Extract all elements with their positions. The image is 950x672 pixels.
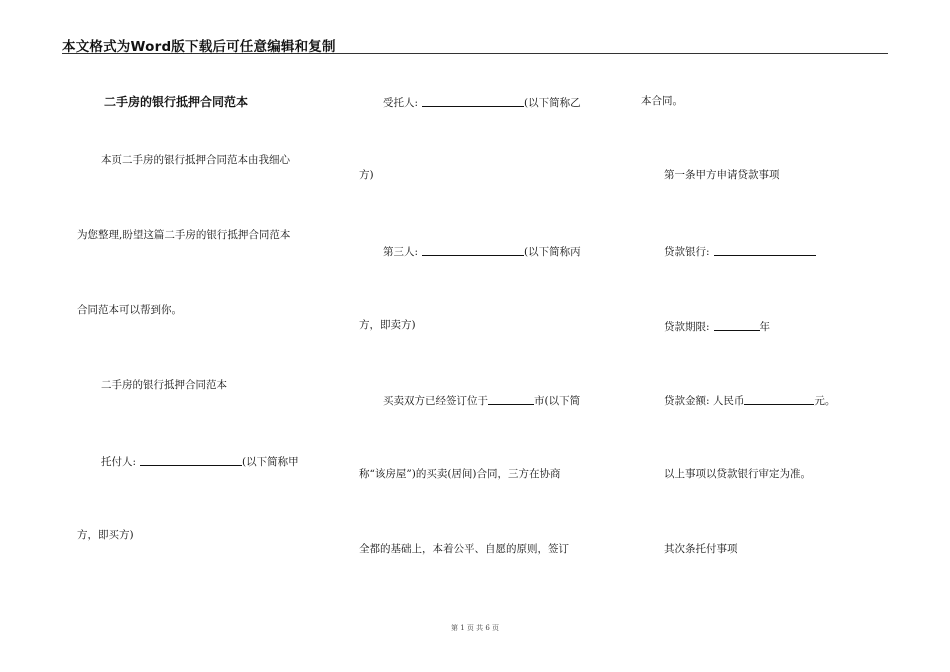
loan-amount-unit: 元。 (814, 395, 836, 407)
article-1-heading: 第一条甲方申请贷款事项 (664, 169, 780, 181)
loan-term-blank (714, 320, 760, 331)
loan-term-unit: 年 (759, 321, 771, 333)
party-b-suffix: (以下简称乙 (524, 97, 581, 109)
loan-amount-label: 贷款金额: 人民币 (664, 395, 745, 407)
loan-bank-blank (714, 245, 816, 256)
intro-line-3: 合同范本可以帮到你。 (77, 304, 182, 316)
body-line-1 (383, 394, 580, 407)
party-c-blank (422, 245, 524, 256)
body-line-1-prefix: 买卖双方已经签订位于 (383, 395, 488, 407)
loan-note: 以上事项以贷款银行审定为准。 (664, 468, 811, 480)
party-b-line (383, 96, 581, 109)
party-c-suffix: (以下简称丙 (524, 246, 581, 258)
city-blank (488, 394, 534, 405)
party-b-end: 方) (359, 169, 374, 181)
body-line-2: 称“该房屋”)的买卖(居间)合同，三方在协商 (359, 468, 561, 480)
party-c-line (383, 245, 581, 258)
party-c-label: 第三人: (383, 246, 419, 258)
intro-line-1: 本页二手房的银行抵押合同范本由我细心 (101, 154, 290, 166)
document-title: 二手房的银行抵押合同范本 (104, 95, 249, 109)
loan-bank-line (664, 245, 816, 258)
contract-line: 本合同。 (641, 95, 683, 107)
section-subtitle: 二手房的银行抵押合同范本 (101, 379, 227, 391)
document-header: 本文格式为Word版下载后可任意编辑和复制 (62, 39, 336, 55)
party-a-suffix: (以下简称甲 (242, 456, 299, 468)
party-a-label: 托付人: (101, 456, 137, 468)
header-divider (62, 53, 888, 54)
party-a-blank (140, 455, 242, 466)
party-b-label: 受托人: (383, 97, 419, 109)
party-a-end: 方，即买方) (77, 529, 134, 541)
article-2-heading: 其次条托付事项 (664, 543, 738, 555)
loan-amount-line (664, 394, 835, 407)
page-number: 第 1 页 共 6 页 (450, 624, 500, 632)
loan-term-label: 贷款期限: (664, 321, 710, 333)
loan-term-line (664, 320, 770, 333)
party-a-line (101, 455, 299, 468)
party-c-end: 方，即卖方) (359, 319, 416, 331)
loan-bank-label: 贷款银行: (664, 246, 710, 258)
party-b-blank (422, 96, 524, 107)
intro-line-2: 为您整理,盼望这篇二手房的银行抵押合同范本 (77, 229, 291, 241)
body-line-3: 全都的基础上，本着公平、自愿的原则，签订 (359, 543, 569, 555)
body-line-1-suffix: 市(以下简 (534, 395, 581, 407)
loan-amount-blank (744, 394, 814, 405)
